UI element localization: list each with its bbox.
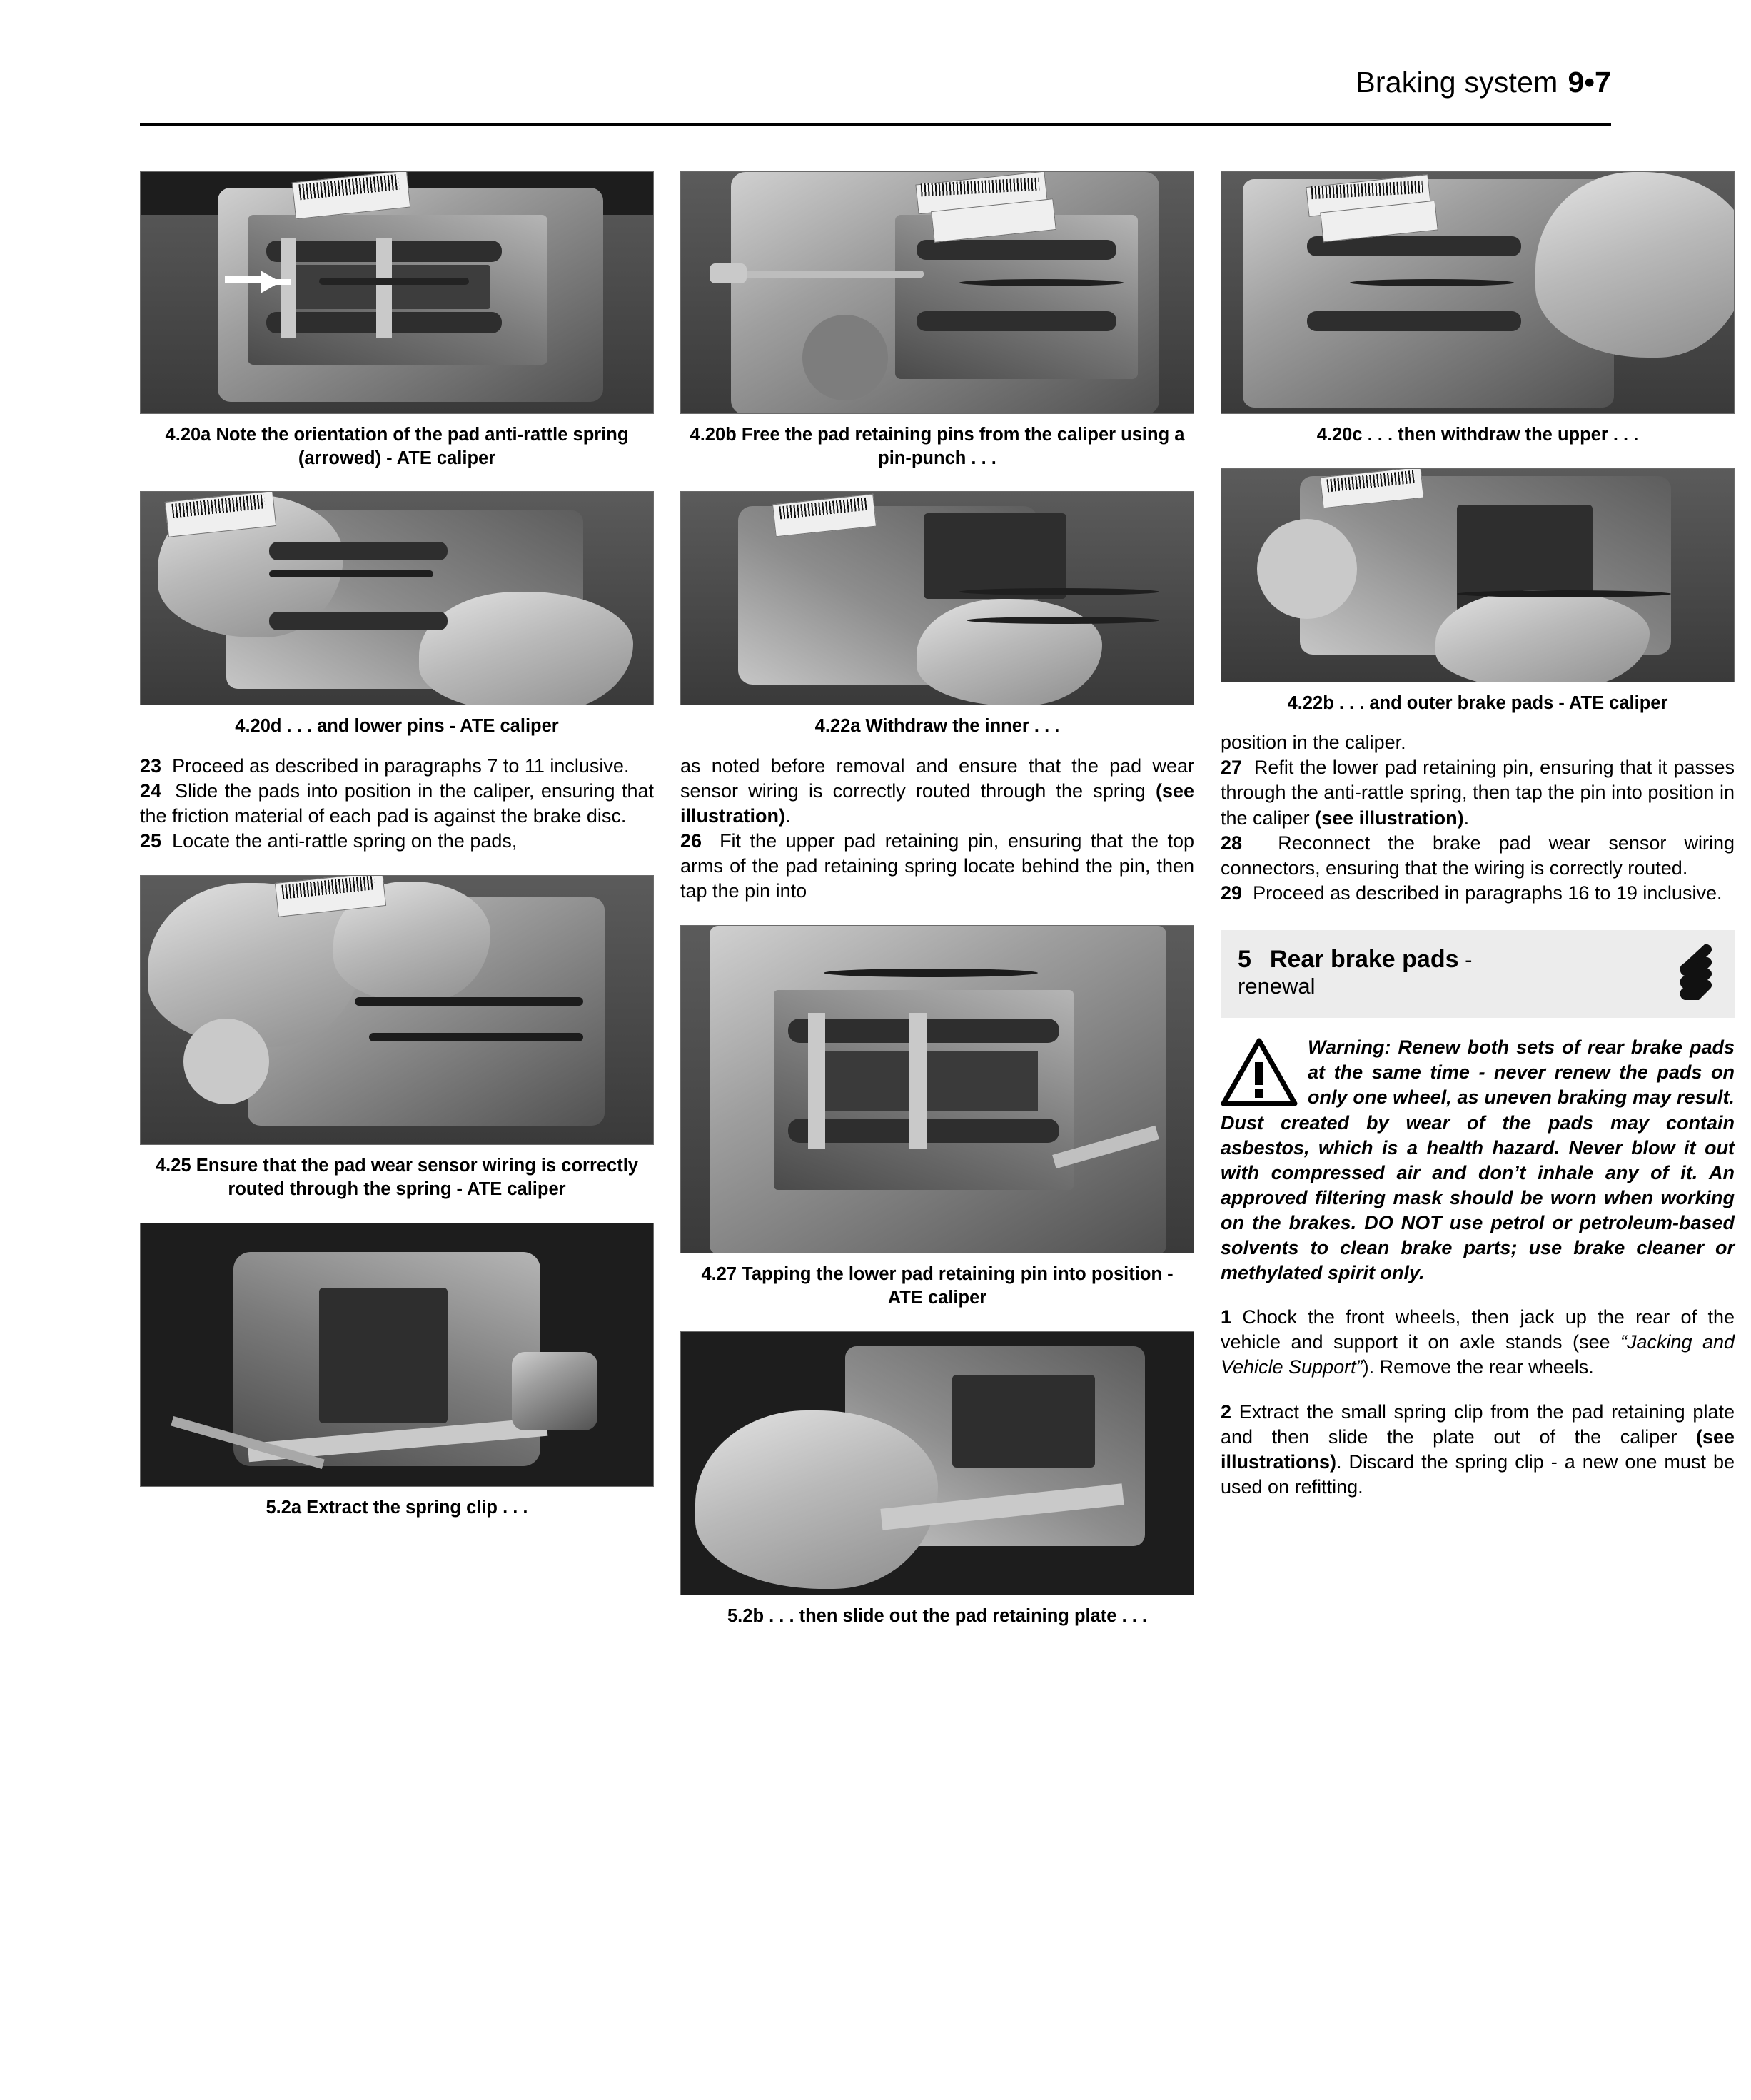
column-left-body	[140, 754, 654, 854]
figure-4-27	[680, 925, 1194, 1309]
figure-4-22a-caption: 4.22a Withdraw the inner . . .	[814, 716, 1060, 737]
paragraph-26-continued: position in the caliper.	[1221, 732, 1406, 754]
paragraph-2-number: 2	[1221, 1400, 1232, 1423]
paragraph-26-text: Fit the upper pad retaining pin, ensuring that the top arms of the pad retaining spring locate behind the pin, then tap the pin into	[680, 830, 1194, 902]
figure-4-20d	[140, 491, 654, 738]
paragraph-26-number: 26	[680, 830, 702, 852]
section-subtitle: renewal	[1238, 974, 1316, 999]
paragraph-25	[140, 829, 654, 854]
jacking-reference: “Jacking and Vehicle Support”	[1221, 1331, 1735, 1378]
paragraph-1	[1221, 1305, 1735, 1380]
column-middle-body	[680, 754, 1194, 904]
paragraph-25-text: Locate the anti-rattle spring on the pads,	[172, 830, 518, 852]
section-title: Rear brake pads	[1269, 945, 1459, 973]
paragraph-27-text: Refit the lower pad retaining pin, ensuring that it passes through the anti-rattle spring, then tap the pin into position in the caliper	[1221, 757, 1735, 829]
paragraph-2-text-a: Extract the small spring clip from the pad retaining plate and then slide the plate out of the caliper	[1221, 1400, 1735, 1448]
paragraph-29-text: Proceed as described in paragraphs 16 to 19 inclusive.	[1253, 882, 1722, 904]
figure-4-20a	[140, 171, 654, 470]
figure-4-20b-image	[680, 171, 1194, 414]
paragraph-2-text-b: . Discard the spring clip - a new one must be used on refitting.	[1221, 1450, 1735, 1498]
paragraph-25-continuation-text: as noted before removal and ensure that the pad wear sensor wiring is correctly routed through the spring	[680, 754, 1194, 802]
figure-5-2b-image	[680, 1331, 1194, 1595]
section-title-block	[1238, 946, 1717, 999]
paragraph-1-number: 1	[1221, 1306, 1232, 1328]
figure-5-2a	[140, 1223, 654, 1520]
paragraph-2	[1221, 1400, 1735, 1500]
figure-4-22b	[1221, 468, 1735, 715]
figure-4-25-image	[140, 875, 654, 1145]
paragraph-27	[1221, 755, 1735, 830]
paragraph-25-number: 25	[140, 830, 162, 852]
header-page-number: 9•7	[1568, 66, 1611, 99]
paragraph-28-number: 28	[1221, 832, 1243, 854]
warning-triangle-icon	[1221, 1038, 1298, 1106]
see-illustrations-ref: (see illustrations)	[1221, 1425, 1735, 1473]
figure-5-2a-caption: 5.2a Extract the spring clip . . .	[266, 1497, 528, 1518]
figure-4-20b	[680, 171, 1194, 470]
column-right-tail	[1221, 1305, 1735, 1500]
column-right	[1221, 171, 1735, 1519]
figure-4-22b-image	[1221, 468, 1735, 682]
figure-4-27-image	[680, 925, 1194, 1253]
figure-4-20c-caption: 4.20c . . . then withdraw the upper . . .	[1316, 425, 1639, 445]
column-left	[140, 171, 654, 1519]
paragraph-24	[140, 779, 654, 829]
paragraph-24-number: 24	[140, 779, 162, 802]
figure-4-20d-image	[140, 491, 654, 705]
paragraph-23-number: 23	[140, 754, 162, 777]
paragraph-23-text: Proceed as described in paragraphs 7 to 11 inclusive.	[172, 754, 630, 777]
figure-5-2b	[680, 1331, 1194, 1628]
header-divider	[140, 123, 1611, 126]
paragraph-1-text-b: ). Remove the rear wheels.	[1362, 1356, 1594, 1378]
figure-4-22b-caption: 4.22b . . . and outer brake pads - ATE caliper	[1287, 692, 1668, 713]
figure-4-20c-image	[1221, 171, 1735, 414]
paragraph-26	[680, 829, 1194, 904]
paragraph-28	[1221, 831, 1735, 881]
paragraph-29-number: 29	[1221, 882, 1243, 904]
paragraph-27-number: 27	[1221, 757, 1243, 779]
paragraph-23	[140, 754, 654, 779]
figure-4-20b-caption: 4.20b Free the pad retaining pins from the caliper using a pin-punch . . .	[690, 425, 1185, 468]
section-number: 5	[1238, 945, 1251, 973]
paragraph-28-text: Reconnect the brake pad wear sensor wiring connectors, ensuring that the wiring is correctly routed.	[1221, 832, 1735, 879]
figure-4-25	[140, 875, 654, 1201]
figure-4-22a-image	[680, 491, 1194, 705]
column-middle	[680, 171, 1194, 1627]
figure-4-22a	[680, 491, 1194, 738]
figure-4-25-caption: 4.25 Ensure that the pad wear sensor wiring is correctly routed through the spring - ATE caliper	[156, 1156, 638, 1199]
page-header	[1356, 66, 1611, 99]
paragraph-25-continuation-end: .	[785, 805, 791, 827]
column-right-body	[1221, 730, 1735, 906]
section-title-dash: -	[1458, 946, 1473, 972]
header-title: Braking system	[1356, 66, 1558, 99]
paragraph-1-text-a: Chock the front wheels, then jack up the rear of the vehicle and support it on axle stands (see	[1221, 1306, 1735, 1353]
figure-4-20d-caption: 4.20d . . . and lower pins - ATE caliper	[235, 716, 559, 737]
figure-4-27-caption: 4.27 Tapping the lower pad retaining pin into position - ATE caliper	[701, 1264, 1174, 1308]
paragraph-27-text-end: .	[1463, 807, 1470, 829]
figure-4-20a-caption: 4.20a Note the orientation of the pad anti-rattle spring (arrowed) - ATE caliper	[165, 425, 629, 468]
see-illustration-ref: (see illustration)	[680, 779, 1194, 827]
spanner-difficulty-icon	[1667, 943, 1722, 1000]
figure-4-20a-image	[140, 171, 654, 414]
paragraph-29	[1221, 881, 1735, 906]
see-illustration-ref-2: (see illustration)	[1315, 807, 1464, 829]
figure-5-2b-caption: 5.2b . . . then slide out the pad retaining plate . . .	[727, 1605, 1147, 1626]
paragraph-24-text: Slide the pads into position in the caliper, ensuring that the friction material of each pad is against the brake disc.	[140, 779, 654, 827]
section-heading-rear-brake-pads	[1221, 930, 1735, 1018]
warning-block	[1221, 1035, 1735, 1286]
paragraph-25-continued	[680, 754, 1194, 829]
warning-text: Warning: Renew both sets of rear brake pads at the same time - never renew the pads on only one wheel, as uneven braking may result. Dust created by wear of the pads may contain asbestos, which is a health hazard. Never blow it out with compressed air and don’t inhale any of it. An approved filtering mask should be worn when working on the brakes. DO NOT use petrol or petroleum-based solvents to clean brake parts; use brake cleaner or methylated spirit only.	[1221, 1036, 1735, 1284]
figure-5-2a-image	[140, 1223, 654, 1487]
figure-4-20c	[1221, 171, 1735, 447]
